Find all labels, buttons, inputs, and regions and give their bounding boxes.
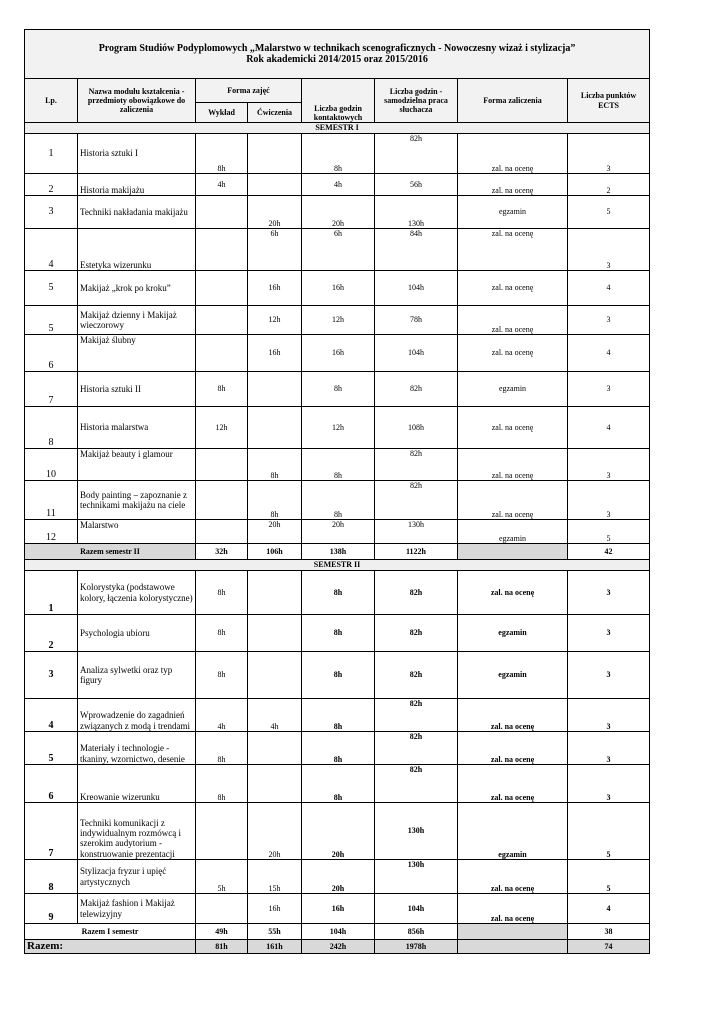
pass-form: zal. na ocenę bbox=[458, 860, 568, 894]
ects-points: 2 bbox=[568, 174, 650, 196]
ects-points: 3 bbox=[568, 134, 650, 174]
pass-form: egzamin bbox=[458, 803, 568, 860]
pass-form: zal. na ocenę bbox=[458, 571, 568, 615]
module-name: Historia malarstwa bbox=[78, 407, 196, 449]
ects-points: 3 bbox=[568, 481, 650, 520]
self-study-hours: 82h bbox=[375, 652, 458, 699]
table-row bbox=[25, 765, 650, 803]
contact-hours: 8h bbox=[302, 372, 375, 407]
table-row bbox=[25, 571, 650, 615]
ects-points: 3 bbox=[568, 571, 650, 615]
header-module: Nazwa modułu kształcenia - przedmioty obowiązkowe do zaliczenia bbox=[78, 79, 196, 123]
contact-hours: 12h bbox=[302, 306, 375, 335]
ects-points: 3 bbox=[568, 765, 650, 803]
row-number: 11 bbox=[25, 481, 78, 520]
row-number: 2 bbox=[25, 174, 78, 196]
self-study-hours: 82h bbox=[375, 481, 458, 520]
module-name: Psychologia ubioru bbox=[78, 615, 196, 652]
lecture-hours bbox=[196, 335, 248, 372]
pass-form: egzamin bbox=[458, 652, 568, 699]
exercise-hours: 20h bbox=[248, 196, 302, 229]
self-study-hours: 130h bbox=[375, 860, 458, 894]
module-name: Makijaż „krok po kroku” bbox=[78, 271, 196, 306]
grand-total-self: 1978h bbox=[375, 940, 458, 954]
lecture-hours bbox=[196, 196, 248, 229]
pass-form: zal. na ocenę bbox=[458, 699, 568, 732]
exercise-hours: 8h bbox=[248, 449, 302, 481]
module-name: Wprowadzenie do zagadnień związanych z modą i trendami bbox=[78, 699, 196, 732]
module-name: Materiały i technologie - tkaniny, wzornictwo, desenie bbox=[78, 732, 196, 765]
semester2-header-label: SEMESTR II bbox=[25, 560, 650, 571]
table-row bbox=[25, 732, 650, 765]
table-row bbox=[25, 134, 650, 174]
contact-hours: 8h bbox=[302, 765, 375, 803]
lecture-hours: 8h bbox=[196, 372, 248, 407]
exercise-hours bbox=[248, 765, 302, 803]
module-name: Makijaż beauty i glamour bbox=[78, 449, 196, 481]
exercise-hours: 8h bbox=[248, 481, 302, 520]
semester1-sum-lecture: 32h bbox=[196, 544, 248, 560]
contact-hours: 12h bbox=[302, 407, 375, 449]
table-row bbox=[25, 174, 650, 196]
table-row bbox=[25, 481, 650, 520]
ects-points: 5 bbox=[568, 520, 650, 544]
contact-hours: 8h bbox=[302, 699, 375, 732]
exercise-hours: 16h bbox=[248, 894, 302, 924]
ects-points: 3 bbox=[568, 372, 650, 407]
row-number: 5 bbox=[25, 732, 78, 765]
self-study-hours: 82h bbox=[375, 732, 458, 765]
contact-hours: 8h bbox=[302, 481, 375, 520]
pass-form: zal. na ocenę bbox=[458, 271, 568, 306]
self-study-hours: 82h bbox=[375, 765, 458, 803]
contact-hours: 16h bbox=[302, 894, 375, 924]
module-name: Malarstwo bbox=[78, 520, 196, 544]
self-study-hours: 78h bbox=[375, 306, 458, 335]
table-row bbox=[25, 652, 650, 699]
exercise-hours bbox=[248, 615, 302, 652]
ects-points: 3 bbox=[568, 732, 650, 765]
exercise-hours: 6h bbox=[248, 229, 302, 271]
lecture-hours: 8h bbox=[196, 652, 248, 699]
lecture-hours bbox=[196, 229, 248, 271]
semester1-header bbox=[25, 123, 650, 134]
lecture-hours: 4h bbox=[196, 699, 248, 732]
pass-form: egzamin bbox=[458, 520, 568, 544]
exercise-hours bbox=[248, 174, 302, 196]
contact-hours: 8h bbox=[302, 134, 375, 174]
ects-points: 4 bbox=[568, 271, 650, 306]
lecture-hours bbox=[196, 481, 248, 520]
grand-total-lecture: 81h bbox=[196, 940, 248, 954]
self-study-hours: 104h bbox=[375, 894, 458, 924]
exercise-hours: 4h bbox=[248, 699, 302, 732]
pass-form: egzamin bbox=[458, 615, 568, 652]
table-row bbox=[25, 372, 650, 407]
grand-total-exercises: 161h bbox=[248, 940, 302, 954]
page-title bbox=[25, 30, 650, 79]
row-number: 9 bbox=[25, 894, 78, 924]
self-study-hours: 130h bbox=[375, 196, 458, 229]
grand-total-label: Razem: bbox=[25, 940, 196, 954]
semester2-sum-self: 856h bbox=[375, 924, 458, 940]
module-name: Historia sztuki II bbox=[78, 372, 196, 407]
grand-total-form-empty bbox=[458, 940, 568, 954]
lecture-hours: 8h bbox=[196, 571, 248, 615]
lecture-hours bbox=[196, 894, 248, 924]
self-study-hours: 84h bbox=[375, 229, 458, 271]
semester1-sum-form-empty bbox=[458, 544, 568, 560]
pass-form: zal. na ocenę bbox=[458, 894, 568, 924]
table-row bbox=[25, 196, 650, 229]
exercise-hours bbox=[248, 372, 302, 407]
lecture-hours: 8h bbox=[196, 765, 248, 803]
table-row bbox=[25, 894, 650, 924]
row-number: 8 bbox=[25, 860, 78, 894]
contact-hours: 6h bbox=[302, 229, 375, 271]
contact-hours: 20h bbox=[302, 860, 375, 894]
exercise-hours bbox=[248, 652, 302, 699]
module-name: Makijaż ślubny bbox=[78, 335, 196, 372]
semester1-header-label: SEMESTR I bbox=[25, 123, 650, 134]
ects-points: 3 bbox=[568, 449, 650, 481]
lecture-hours: 4h bbox=[196, 174, 248, 196]
header-lp: Lp. bbox=[25, 79, 78, 123]
exercise-hours: 16h bbox=[248, 335, 302, 372]
pass-form: zal. na ocenę bbox=[458, 407, 568, 449]
lecture-hours: 8h bbox=[196, 732, 248, 765]
contact-hours: 8h bbox=[302, 652, 375, 699]
pass-form: egzamin bbox=[458, 196, 568, 229]
row-number: 7 bbox=[25, 372, 78, 407]
table-row bbox=[25, 407, 650, 449]
row-number: 7 bbox=[25, 803, 78, 860]
module-name: Stylizacja fryzur i upięć artystycznych bbox=[78, 860, 196, 894]
row-number: 4 bbox=[25, 229, 78, 271]
exercise-hours: 16h bbox=[248, 271, 302, 306]
self-study-hours: 130h bbox=[375, 803, 458, 860]
exercise-hours bbox=[248, 732, 302, 765]
module-name: Analiza sylwetki oraz typ figury bbox=[78, 652, 196, 699]
ects-points: 5 bbox=[568, 196, 650, 229]
semester1-sum-contact: 138h bbox=[302, 544, 375, 560]
ects-points: 3 bbox=[568, 306, 650, 335]
row-number: 8 bbox=[25, 407, 78, 449]
contact-hours: 8h bbox=[302, 449, 375, 481]
row-number: 4 bbox=[25, 699, 78, 732]
exercise-hours: 15h bbox=[248, 860, 302, 894]
row-number: 3 bbox=[25, 196, 78, 229]
lecture-hours: 8h bbox=[196, 134, 248, 174]
row-number: 6 bbox=[25, 335, 78, 372]
lecture-hours: 5h bbox=[196, 860, 248, 894]
contact-hours: 16h bbox=[302, 271, 375, 306]
semester1-sum-ects: 42 bbox=[568, 544, 650, 560]
semester2-sum-lecture: 49h bbox=[196, 924, 248, 940]
pass-form: zal. na ocenę bbox=[458, 134, 568, 174]
semester1-sum bbox=[25, 544, 650, 560]
exercise-hours: 20h bbox=[248, 803, 302, 860]
exercise-hours bbox=[248, 134, 302, 174]
module-name: Techniki komunikacji z indywidualnym rozmówcą i szerokim audytorium - konstruowanie prezentacji bbox=[78, 803, 196, 860]
table-row bbox=[25, 306, 650, 335]
pass-form: zal. na ocenę bbox=[458, 174, 568, 196]
exercise-hours: 12h bbox=[248, 306, 302, 335]
ects-points: 4 bbox=[568, 335, 650, 372]
row-number: 2 bbox=[25, 615, 78, 652]
contact-hours: 8h bbox=[302, 571, 375, 615]
ects-points: 5 bbox=[568, 803, 650, 860]
row-number: 3 bbox=[25, 652, 78, 699]
semester2-sum-ects: 38 bbox=[568, 924, 650, 940]
pass-form: zal. na ocenę bbox=[458, 449, 568, 481]
contact-hours: 16h bbox=[302, 335, 375, 372]
table-row bbox=[25, 699, 650, 732]
contact-hours: 4h bbox=[302, 174, 375, 196]
table-row bbox=[25, 803, 650, 860]
pass-form: zal. na ocenę bbox=[458, 481, 568, 520]
module-name: Kolorystyka (podstawowe kolory, łączenia kolorystyczne) bbox=[78, 571, 196, 615]
header-self-study-hours: Liczba godzin - samodzielna praca słuchacza bbox=[375, 79, 458, 123]
lecture-hours: 8h bbox=[196, 615, 248, 652]
header-form: Forma zajęć bbox=[196, 79, 302, 103]
pass-form: zal. na ocenę bbox=[458, 765, 568, 803]
pass-form: zal. na ocenę bbox=[458, 306, 568, 335]
module-name: Kreowanie wizerunku bbox=[78, 765, 196, 803]
ects-points: 3 bbox=[568, 615, 650, 652]
row-number: 1 bbox=[25, 134, 78, 174]
self-study-hours: 108h bbox=[375, 407, 458, 449]
module-name: Historia makijażu bbox=[78, 174, 196, 196]
ects-points: 4 bbox=[568, 894, 650, 924]
lecture-hours bbox=[196, 271, 248, 306]
pass-form: zal. na ocenę bbox=[458, 335, 568, 372]
table-row bbox=[25, 449, 650, 481]
ects-points: 5 bbox=[568, 860, 650, 894]
header-ects: Liczba punktów ECTS bbox=[568, 79, 650, 123]
self-study-hours: 104h bbox=[375, 335, 458, 372]
self-study-hours: 104h bbox=[375, 271, 458, 306]
semester1-sum-exercises: 106h bbox=[248, 544, 302, 560]
self-study-hours: 82h bbox=[375, 615, 458, 652]
module-name: Techniki nakładania makijażu bbox=[78, 196, 196, 229]
semester2-sum bbox=[25, 924, 650, 940]
table-row bbox=[25, 335, 650, 372]
ects-points: 3 bbox=[568, 652, 650, 699]
grand-total bbox=[25, 940, 650, 954]
semester2-sum-form-empty bbox=[458, 924, 568, 940]
lecture-hours: 12h bbox=[196, 407, 248, 449]
self-study-hours: 130h bbox=[375, 520, 458, 544]
grand-total-contact: 242h bbox=[302, 940, 375, 954]
contact-hours: 20h bbox=[302, 520, 375, 544]
row-number: 5 bbox=[25, 306, 78, 335]
contact-hours: 20h bbox=[302, 803, 375, 860]
row-number: 5 bbox=[25, 271, 78, 306]
exercise-hours: 20h bbox=[248, 520, 302, 544]
module-name: Makijaż fashion i Makijaż telewizyjny bbox=[78, 894, 196, 924]
header-lecture: Wykład bbox=[196, 103, 248, 123]
header-contact-hours: Liczba godzin kontaktowych bbox=[302, 79, 375, 123]
lecture-hours bbox=[196, 520, 248, 544]
row-number: 6 bbox=[25, 765, 78, 803]
self-study-hours: 82h bbox=[375, 372, 458, 407]
ects-points: 3 bbox=[568, 229, 650, 271]
module-name: Body painting – zapoznanie z technikami makijażu na ciele bbox=[78, 481, 196, 520]
semester2-header bbox=[25, 560, 650, 571]
contact-hours: 8h bbox=[302, 732, 375, 765]
self-study-hours: 82h bbox=[375, 699, 458, 732]
table-row bbox=[25, 271, 650, 306]
pass-form: zal. na ocenę bbox=[458, 732, 568, 765]
title-line-2: Rok akademicki 2014/2015 oraz 2015/2016 bbox=[246, 54, 428, 65]
curriculum-table bbox=[24, 29, 650, 954]
table-row bbox=[25, 860, 650, 894]
contact-hours: 8h bbox=[302, 615, 375, 652]
self-study-hours: 56h bbox=[375, 174, 458, 196]
lecture-hours bbox=[196, 449, 248, 481]
title-line-1: Program Studiów Podyplomowych „Malarstwo w technikach scenograficznych - Nowoczesny wizaż i stylizacja” bbox=[98, 42, 576, 54]
semester2-sum-exercises: 55h bbox=[248, 924, 302, 940]
row-number: 1 bbox=[25, 571, 78, 615]
header-exercises: Ćwiczenia bbox=[248, 103, 302, 123]
grand-total-ects: 74 bbox=[568, 940, 650, 954]
ects-points: 3 bbox=[568, 699, 650, 732]
header-pass-form: Forma zaliczenia bbox=[458, 79, 568, 123]
table-row bbox=[25, 229, 650, 271]
semester1-sum-self: 1122h bbox=[375, 544, 458, 560]
semester1-sum-label: Razem semestr II bbox=[25, 544, 196, 560]
pass-form: zal. na ocenę bbox=[458, 229, 568, 271]
lecture-hours bbox=[196, 306, 248, 335]
self-study-hours: 82h bbox=[375, 571, 458, 615]
module-name: Historia sztuki I bbox=[78, 134, 196, 174]
table-row bbox=[25, 520, 650, 544]
lecture-hours bbox=[196, 803, 248, 860]
self-study-hours: 82h bbox=[375, 134, 458, 174]
module-name: Makijaż dzienny i Makijaż wieczorowy bbox=[78, 306, 196, 335]
contact-hours: 20h bbox=[302, 196, 375, 229]
row-number: 12 bbox=[25, 520, 78, 544]
ects-points: 4 bbox=[568, 407, 650, 449]
pass-form: egzamin bbox=[458, 372, 568, 407]
semester2-sum-label: Razem I semestr bbox=[25, 924, 196, 940]
row-number: 10 bbox=[25, 449, 78, 481]
module-name: Estetyka wizerunku bbox=[78, 229, 196, 271]
exercise-hours bbox=[248, 407, 302, 449]
semester2-sum-contact: 104h bbox=[302, 924, 375, 940]
self-study-hours: 82h bbox=[375, 449, 458, 481]
exercise-hours bbox=[248, 571, 302, 615]
table-row bbox=[25, 615, 650, 652]
